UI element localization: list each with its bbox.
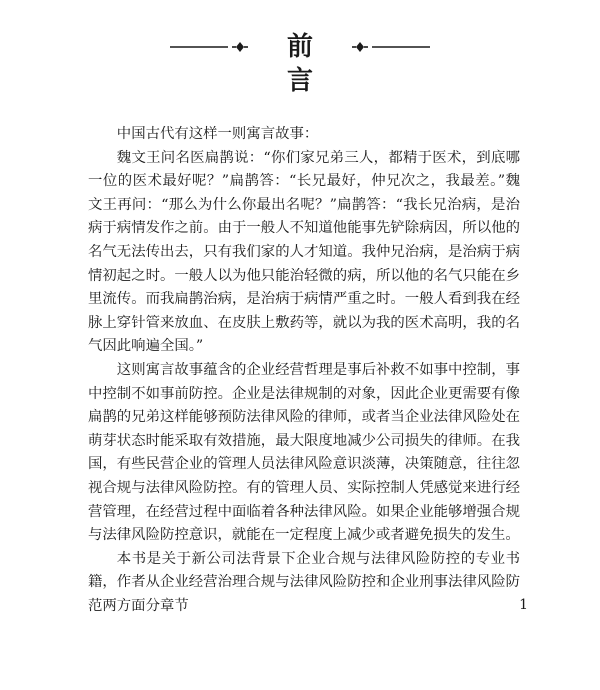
paragraph-story: 魏文王问名医扁鹊说：“你们家兄弟三人，都精于医术，到底哪一位的医术最好呢？”扁鹊答：“长兄最好，仲兄次之，我最差。”魏文王再问：“那么为什么你最出名呢？”扁鹊答：“我长兄治病，是治病于病情发作之前。由于一般人不知道他能事先铲除病因，所以他的名气无法传出去，只有我们家的人才知道。我仲兄治病，是治病于病情初起之时。一般人以为他只能治轻微的病，所以他的名气只能在乡里流传。而我扁鹊治病，是治病于病情严重之时。一般人看到我在经脉上穿针管来放血、在皮肤上敷药等，就以为我的医术高明，我的名气因此响遍全国。”: [88, 149, 520, 355]
page-header: [0, 30, 600, 96]
left-ornament-icon: [170, 40, 248, 54]
body-text: [88, 123, 520, 618]
page-number: 1: [519, 597, 528, 613]
paragraph-intro: 中国古代有这样一则寓言故事：: [116, 126, 319, 142]
right-ornament-icon: [352, 40, 430, 54]
paragraph-philosophy: 这则寓言故事蕴含的企业经营哲理是事后补救不如事中控制，事中控制不如事前防控。企业是法律规制的对象，因此企业更需要有像扁鹊的兄弟这样能够预防法律风险的律师，或者当企业法律风险处在萌芽状态时能采取有效措施，最大限度地减少公司损失的律师。在我国，有些民营企业的管理人员法律风险意识淡薄，决策随意，往往忽视合规与法律风险防控。有的管理人员、实际控制人凭感觉来进行经营管理，在经营过程中面临着各种法律风险。如果企业能够增强合规与法律风险防控意识，就能在一定程度上减少或者避免损失的发生。: [88, 361, 520, 544]
paragraph-book-intro: 本书是关于新公司法背景下企业合规与法律风险防控的专业书籍，作者从企业经营治理合规与法律风险防控和企业刑事法律风险防范两方面分章节: [88, 550, 520, 614]
page-title: 前言: [286, 32, 335, 96]
